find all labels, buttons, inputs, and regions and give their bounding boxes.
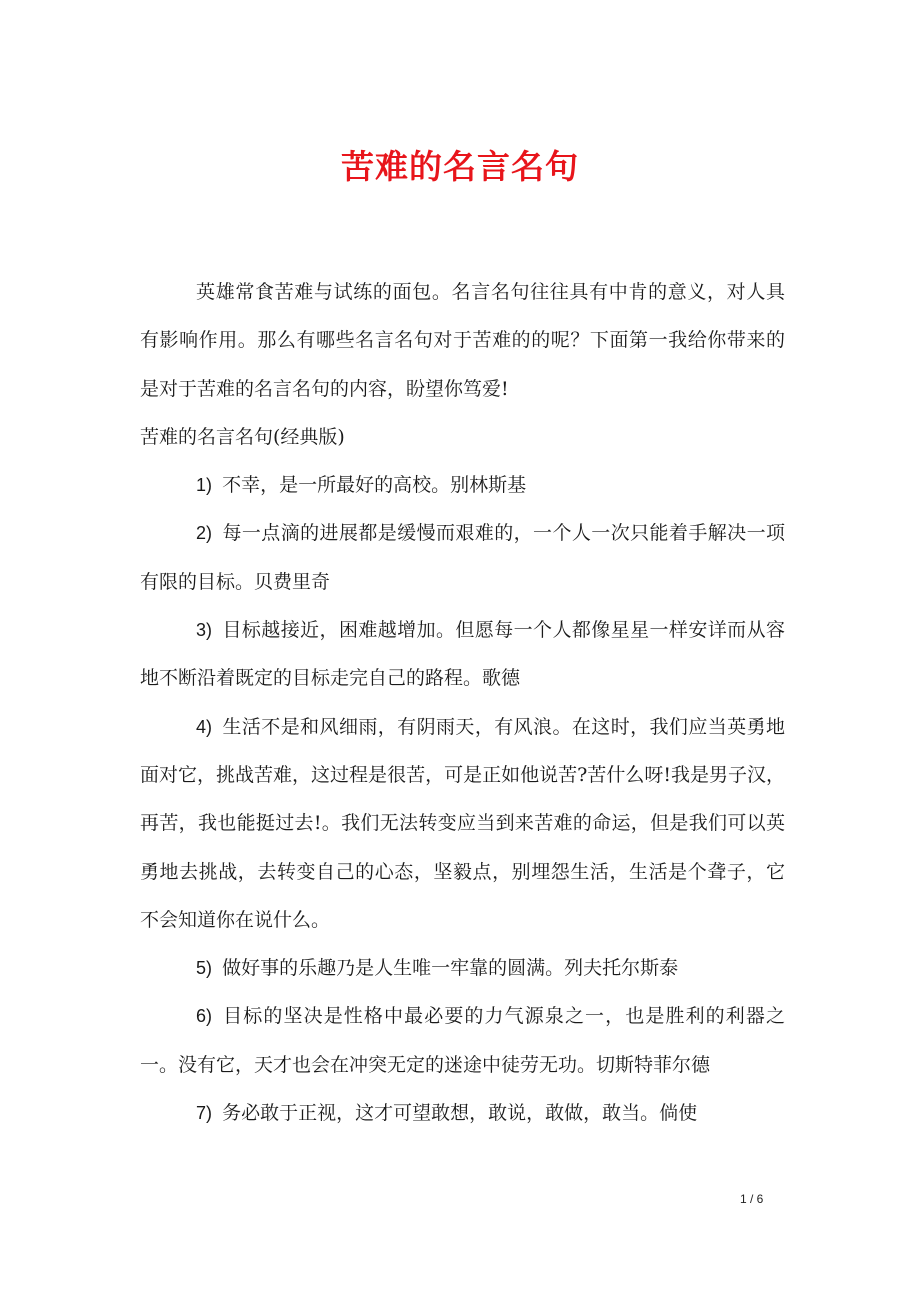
- quote-number: 1): [196, 475, 213, 496]
- document-body: [140, 268, 785, 1137]
- quote-number: 3): [196, 620, 213, 641]
- quote-item: [140, 461, 785, 509]
- quote-number: 4): [196, 716, 213, 737]
- page-number: 1 / 6: [740, 1192, 764, 1206]
- quote-text: 目标越接近，困难越增加。但愿每一个人都像星星一样安详而从容地不断沿着既定的目标走完自己的路程。歌德: [140, 619, 785, 690]
- document-title: 苦难的名言名句: [341, 147, 579, 186]
- quote-item: [140, 606, 785, 703]
- quote-item: [140, 703, 785, 944]
- quote-text: 做好事的乐趣乃是人生唯一牢靠的圆满。列夫托尔斯泰: [222, 957, 679, 980]
- quote-text: 每一点滴的进展都是缓慢而艰难的，一个人一次只能着手解决一项有限的目标。贝费里奇: [140, 522, 785, 593]
- quote-text: 务必敢于正视，这才可望敢想，敢说，敢做，敢当。倘使: [222, 1102, 698, 1125]
- quote-number: 5): [196, 958, 213, 979]
- quote-number: 2): [196, 523, 213, 544]
- quote-number: 7): [196, 1103, 213, 1124]
- quote-text: 不幸，是一所最好的高校。别林斯基: [222, 474, 527, 497]
- quote-text: 生活不是和风细雨，有阴雨天，有风浪。在这时，我们应当英勇地面对它，挑战苦难，这过程是很苦，可是正如他说苦?苦什么呀!我是男子汉，再苦，我也能挺过去!。我们无法转变应当到来苦难的命运，但是我们可以英勇地去挑战，去转变自己的心态，坚毅点，别埋怨生活，生活是个聋子，它不会知道你在说什么。: [140, 715, 785, 931]
- quote-item: [140, 1089, 785, 1137]
- intro-paragraph: 英雄常食苦难与试练的面包。名言名句往往具有中肯的意义，对人具有影响作用。那么有哪些名言名句对于苦难的的呢？下面第一我给你带来的是对于苦难的名言名句的内容，盼望你笃爱!: [140, 281, 785, 400]
- quote-item: [140, 992, 785, 1089]
- quote-text: 目标的坚决是性格中最必要的力气源泉之一，也是胜利的利器之一。没有它，天才也会在冲突无定的迷途中徒劳无功。切斯特菲尔德: [140, 1005, 785, 1076]
- quote-item: [140, 944, 785, 992]
- section-heading: 苦难的名言名句(经典版): [140, 425, 345, 448]
- quote-item: [140, 509, 785, 606]
- quote-number: 6): [196, 1006, 213, 1027]
